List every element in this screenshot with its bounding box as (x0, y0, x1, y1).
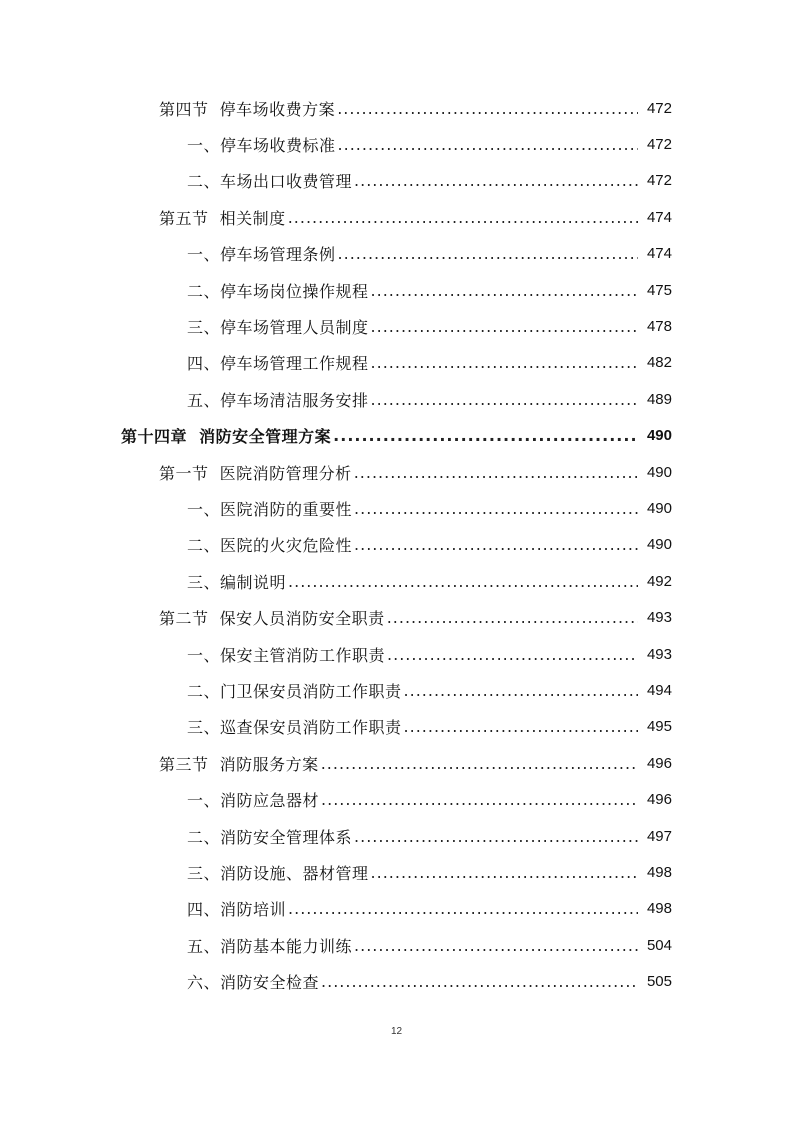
toc-entry-page: 474 (646, 208, 672, 226)
dot-leader (354, 171, 638, 190)
toc-entry-title: 三、消防设施、器材管理 (187, 863, 369, 883)
toc-entry[interactable] (0, 199, 793, 235)
table-of-contents (0, 90, 793, 1000)
toc-entry[interactable] (0, 709, 793, 745)
toc-entry-page: 493 (646, 645, 672, 663)
toc-entry-page: 496 (646, 791, 672, 809)
dot-leader (371, 353, 638, 372)
toc-entry-title: 第一节 医院消防管理分析 (159, 463, 352, 483)
toc-entry-title: 第三节 消防服务方案 (159, 754, 319, 774)
toc-entry[interactable] (0, 163, 793, 199)
toc-entry[interactable] (0, 90, 793, 126)
dot-leader (338, 244, 638, 263)
page-number: 12 (390, 1026, 403, 1037)
toc-entry[interactable] (0, 272, 793, 308)
toc-entry-title: 五、消防基本能力训练 (187, 936, 353, 956)
toc-entry[interactable] (0, 527, 793, 563)
toc-entry-page: 474 (646, 245, 672, 263)
toc-entry[interactable] (0, 745, 793, 781)
toc-entry-title: 三、编制说明 (187, 572, 287, 592)
dot-leader (354, 936, 638, 955)
toc-entry-title: 第十四章 消防安全管理方案 (121, 427, 332, 447)
dot-leader (371, 317, 638, 336)
toc-entry-title: 一、停车场收费标准 (187, 136, 336, 156)
toc-entry-title: 二、门卫保安员消防工作职责 (187, 681, 402, 701)
toc-entry-page: 490 (646, 427, 672, 445)
toc-entry[interactable] (0, 599, 793, 635)
toc-entry-title: 二、消防安全管理体系 (187, 827, 353, 847)
dot-leader (371, 390, 638, 409)
toc-entry-title: 一、保安主管消防工作职责 (187, 645, 386, 665)
toc-entry[interactable] (0, 454, 793, 490)
toc-entry-title: 一、停车场管理条例 (187, 245, 336, 265)
dot-leader (404, 717, 638, 736)
toc-entry-title: 二、车场出口收费管理 (187, 172, 353, 192)
toc-entry[interactable] (0, 308, 793, 344)
toc-entry-page: 472 (646, 136, 672, 154)
toc-entry-title: 四、停车场管理工作规程 (187, 354, 369, 374)
dot-leader (354, 463, 638, 482)
dot-leader (288, 572, 638, 591)
toc-entry-page: 495 (646, 718, 672, 736)
toc-entry[interactable] (0, 891, 793, 927)
toc-entry-page: 490 (646, 499, 672, 517)
dot-leader (338, 135, 638, 154)
dot-leader (404, 681, 638, 700)
dot-leader (354, 535, 638, 554)
toc-entry-page: 498 (646, 863, 672, 881)
toc-entry-page: 490 (646, 463, 672, 481)
dot-leader (321, 972, 638, 991)
toc-entry-page: 494 (646, 681, 672, 699)
dot-leader (371, 863, 638, 882)
toc-entry-title: 第二节 保安人员消防安全职责 (159, 609, 385, 629)
toc-entry[interactable] (0, 636, 793, 672)
toc-entry[interactable] (0, 818, 793, 854)
toc-entry-page: 493 (646, 609, 672, 627)
toc-entry-title: 二、停车场岗位操作规程 (187, 281, 369, 301)
toc-entry[interactable] (0, 345, 793, 381)
toc-entry-title: 六、消防安全检查 (187, 973, 320, 993)
toc-entry-page: 478 (646, 318, 672, 336)
toc-entry-title: 三、停车场管理人员制度 (187, 318, 369, 338)
toc-entry-title: 五、停车场清洁服务安排 (187, 390, 369, 410)
dot-leader (288, 899, 638, 918)
toc-entry-title: 三、巡查保安员消防工作职责 (187, 718, 402, 738)
toc-entry[interactable] (0, 963, 793, 999)
dot-leader (387, 608, 638, 627)
toc-entry-page: 472 (646, 99, 672, 117)
toc-entry-page: 504 (646, 936, 672, 954)
dot-leader (387, 645, 638, 664)
dot-leader (354, 827, 638, 846)
dot-leader (354, 499, 638, 518)
dot-leader (333, 426, 638, 445)
toc-entry-page: 482 (646, 354, 672, 372)
toc-entry[interactable] (0, 563, 793, 599)
toc-entry-page: 490 (646, 536, 672, 554)
toc-entry-title: 二、医院的火灾危险性 (187, 536, 353, 556)
toc-entry[interactable] (0, 490, 793, 526)
toc-entry-page: 472 (646, 172, 672, 190)
toc-entry-title: 四、消防培训 (187, 900, 287, 920)
toc-entry-title: 第四节 停车场收费方案 (159, 99, 336, 119)
toc-entry[interactable] (0, 781, 793, 817)
toc-entry-page: 475 (646, 281, 672, 299)
dot-leader (321, 754, 638, 773)
toc-entry-page: 505 (646, 973, 672, 991)
toc-entry-title: 一、消防应急器材 (187, 791, 320, 811)
toc-entry-page: 489 (646, 390, 672, 408)
toc-entry-title: 一、医院消防的重要性 (187, 499, 353, 519)
toc-entry[interactable] (0, 672, 793, 708)
toc-entry-page: 492 (646, 572, 672, 590)
toc-entry[interactable] (0, 927, 793, 963)
toc-entry-title: 第五节 相关制度 (159, 208, 286, 228)
toc-entry-page: 496 (646, 754, 672, 772)
toc-entry-page: 497 (646, 827, 672, 845)
dot-leader (288, 208, 638, 227)
toc-entry[interactable] (0, 854, 793, 890)
toc-entry[interactable] (0, 381, 793, 417)
toc-entry-page: 498 (646, 900, 672, 918)
dot-leader (321, 790, 638, 809)
dot-leader (371, 281, 638, 300)
toc-chapter-entry[interactable] (0, 418, 793, 454)
dot-leader (337, 99, 638, 118)
toc-entry[interactable] (0, 126, 793, 162)
toc-entry[interactable] (0, 236, 793, 272)
